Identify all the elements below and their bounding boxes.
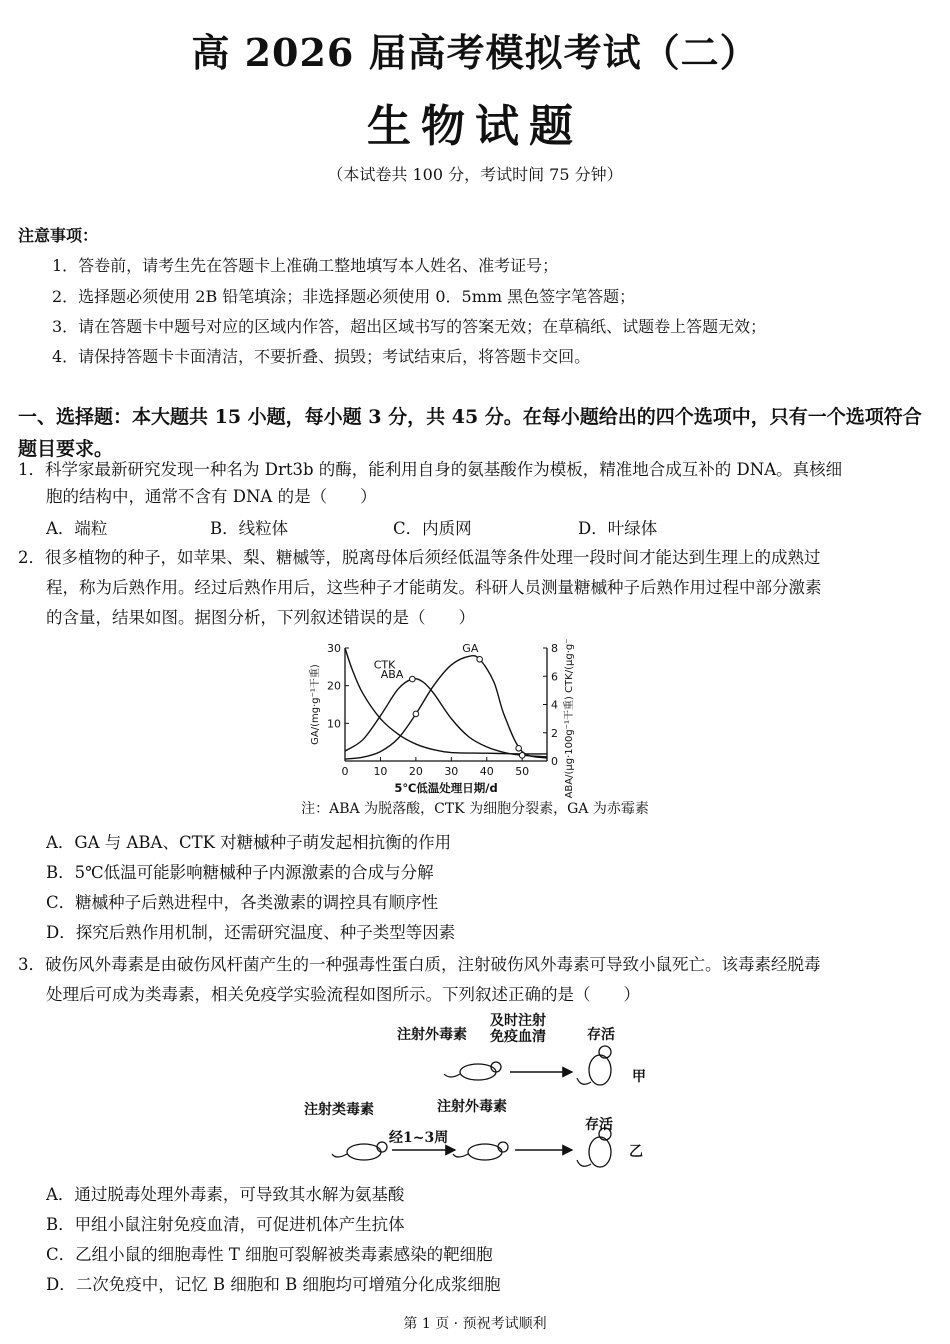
x-tick-label: 20 — [408, 765, 423, 778]
y-axis-left-label: GA/(mg·g⁻¹干重) — [310, 664, 321, 745]
q1-option-c: C．内质网 — [393, 519, 472, 538]
y-right-tick-label: 8 — [551, 642, 558, 655]
q3-stem-line1: 3．破伤风外毒素是由破伤风杆菌产生的一种强毒性蛋白质，注射破伤风外毒素可导致小鼠死亡。该毒素经脱毒 — [18, 955, 821, 974]
x-tick-label: 50 — [515, 765, 530, 778]
q2-stem-line1: 2．很多植物的种子，如苹果、梨、糖槭等，脱离母体后须经低温等条件处理一段时间才能达到生理上的成熟过 — [18, 548, 821, 567]
mouse-icon — [577, 1046, 611, 1085]
mouse-icon — [332, 1142, 387, 1160]
diagram-label-inject-toxoid: 注射类毒素 — [304, 1102, 374, 1118]
chart-note: 注：ABA 为脱落酸，CTK 为细胞分裂素，GA 为赤霉素 — [301, 801, 649, 817]
data-point-marker — [516, 745, 522, 751]
q2-stem-line3: 的含量，结果如图。据图分析，下列叙述错误的是（ ） — [46, 608, 475, 627]
mouse-icon — [577, 1128, 611, 1167]
y-left-tick-label: 20 — [327, 679, 341, 693]
y-right-tick-label: 4 — [551, 698, 558, 712]
hormone-chart — [300, 638, 630, 803]
y-right-tick-label: 6 — [551, 670, 558, 684]
notice-item: 2．选择题必须使用 2B 铅笔填涂；非选择题必须使用 0．5mm 黑色签字笔答题； — [52, 287, 636, 306]
immune-experiment-diagram — [300, 1000, 680, 1180]
notice-heading: 注意事项： — [18, 226, 99, 245]
page-footer: 第 1 页 · 预祝考试顺利 — [403, 1316, 547, 1332]
y-right-tick-label: 2 — [551, 726, 558, 740]
q1-stem-line2: 胞的结构中，通常不含有 DNA 的是（ ） — [46, 487, 377, 506]
y-left-tick-label: 30 — [327, 642, 341, 655]
x-axis-label: 5℃低温处理日期/d — [394, 781, 498, 795]
q2-option-d: D．探究后熟作用机制，还需研究温度、种子类型等因素 — [46, 923, 456, 942]
notice-item: 4．请保持答题卡卡面清洁，不要折叠、损毁；考试结束后，将答题卡交回。 — [52, 347, 591, 366]
data-point-marker — [410, 676, 416, 682]
q2-stem-line2: 程，称为后熟作用。经过后熟作用后，这些种子才能萌发。科研人员测量糖槭种子后熟作用过程中部分激素 — [46, 578, 822, 597]
diagram-label-inject-toxin-2: 注射外毒素 — [437, 1099, 507, 1115]
data-point-marker — [477, 657, 483, 663]
q1-option-a: A．端粒 — [46, 519, 108, 538]
diagram-label-survive-1: 存活 — [587, 1027, 615, 1043]
diagram-label-serum: 免疫血清 — [490, 1029, 546, 1045]
q3-option-b: B．甲组小鼠注射免疫血清，可促进机体产生抗体 — [46, 1215, 405, 1234]
subject-title: 生物试题 — [367, 101, 583, 152]
y-right-tick-label: 0 — [551, 755, 558, 768]
y-axis-right-label: ABA/(μg·100g⁻¹干重) CTK/(μg·g⁻¹干重) — [564, 638, 575, 799]
q1-option-d: D．叶绿体 — [578, 519, 658, 538]
notice-item: 1．答卷前，请考生先在答题卡上准确工整地填写本人姓名、准考证号； — [52, 256, 559, 275]
q1-stem-line1: 1．科学家最新研究发现一种名为 Drt3b 的酶，能利用自身的氨基酸作为模板，精准地合成互补的 DNA。真核细 — [18, 460, 843, 479]
series-label-aba: ABA — [380, 668, 404, 682]
q2-option-a: A．GA 与 ABA、CTK 对糖槭种子萌发起相抗衡的作用 — [46, 833, 452, 852]
diagram-label-timely: 及时注射 — [490, 1013, 546, 1029]
q2-option-c: C．糖槭种子后熟进程中，各类激素的调控具有顺序性 — [46, 893, 439, 912]
x-tick-label: 0 — [341, 765, 349, 778]
mouse-icon — [453, 1142, 508, 1160]
section-heading: 一、选择题：本大题共 15 小题，每小题 3 分，共 45 分。在每小题给出的四个选项中，只有一个选项符合题目要求。 — [18, 406, 922, 460]
exam-info: （本试卷共 100 分，考试时间 75 分钟） — [327, 165, 623, 184]
mouse-icon — [444, 1062, 501, 1080]
q1-option-b: B．线粒体 — [210, 519, 289, 538]
q2-option-b: B．5℃低温可能影响糖槭种子内源激素的合成与分解 — [46, 863, 434, 882]
x-tick-label: 40 — [479, 765, 494, 778]
hormone-chart-svg — [300, 638, 630, 803]
diagram-label-inject-toxin-1: 注射外毒素 — [397, 1027, 467, 1043]
q3-option-d: D．二次免疫中，记忆 B 细胞和 B 细胞均可增殖分化成浆细胞 — [46, 1275, 501, 1294]
notice-item: 3．请在答题卡中题号对应的区域内作答，超出区域书写的答案无效；在草稿纸、试题卷上答题无效； — [52, 317, 767, 336]
diagram-label-interval: 经1~3周 — [389, 1130, 449, 1146]
series-label-ctk: CTK — [373, 658, 396, 672]
y-left-tick-label: 10 — [327, 717, 341, 731]
diagram-label-survive-2: 存活 — [585, 1117, 613, 1133]
x-tick-label: 30 — [444, 765, 459, 778]
diagram-label-group-a: 甲 — [632, 1069, 646, 1085]
x-tick-label: 10 — [373, 765, 388, 778]
q3-option-c: C．乙组小鼠的细胞毒性 T 细胞可裂解被类毒素感染的靶细胞 — [46, 1245, 493, 1264]
series-label-ga: GA — [462, 641, 479, 655]
data-point-marker — [519, 753, 525, 759]
q3-option-a: A．通过脱毒处理外毒素，可导致其水解为氨基酸 — [46, 1185, 405, 1204]
exam-title: 高 2026 届高考模拟考试（二） — [191, 30, 759, 75]
diagram-label-group-b: 乙 — [629, 1144, 643, 1160]
q3-stem-line2: 处理后可成为类毒素，相关免疫学实验流程如图所示。下列叙述正确的是（ ） — [46, 985, 640, 1004]
data-point-marker — [413, 711, 419, 717]
